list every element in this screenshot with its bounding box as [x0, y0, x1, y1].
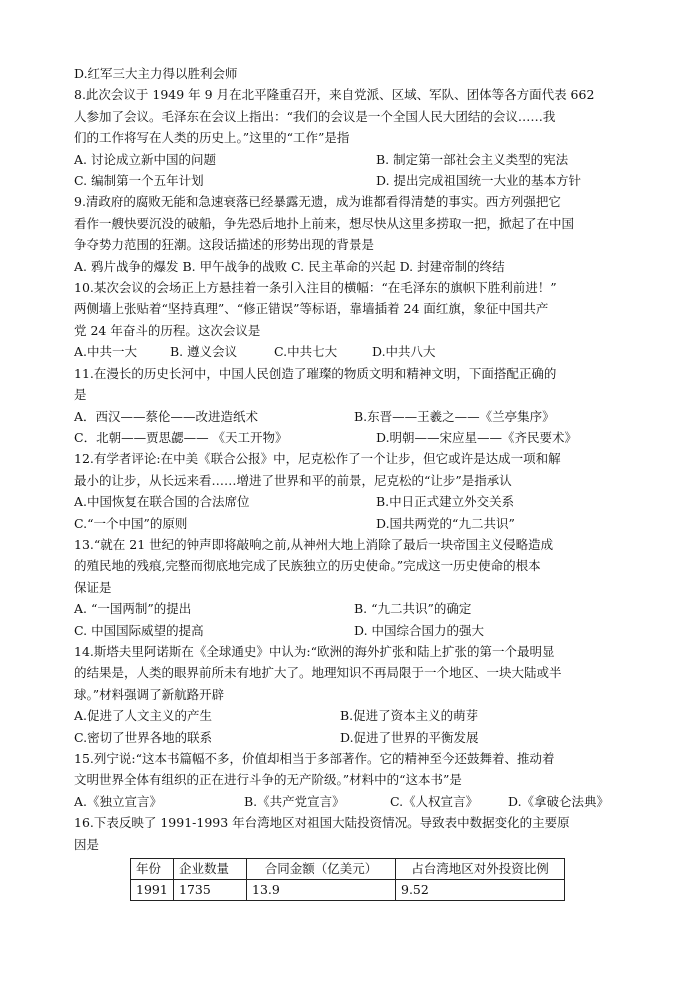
- q14-stem-line: 的结果是，人类的眼界前所未有地扩大了。地理知识不再局限于一个地区、一块大陆或半: [74, 665, 562, 681]
- q12-option-d: D.国共两党的“九二共识”: [376, 515, 515, 531]
- q8-option-a: A. 讨论成立新中国的问题: [74, 151, 216, 167]
- q11-option-b: B.东晋——王羲之——《兰亭集序》: [354, 408, 555, 424]
- q11-option-a: A．西汉——蔡伦——改进造纸术: [74, 408, 259, 424]
- table-cell: 9.52: [396, 880, 565, 901]
- q13-option-a: A. “一国两制”的提出: [74, 601, 192, 617]
- q12-option-a: A.中国恢复在联合国的合法席位: [74, 494, 250, 510]
- q10-option-b: B. 遵义会议: [170, 344, 238, 360]
- q16-stem-line: 因是: [74, 836, 100, 852]
- exam-page: [74, 63, 634, 901]
- q9-stem-line: 9.清政府的腐败无能和急速衰落已经暴露无遗，成为谁都看得清楚的事实。西方列强把它: [74, 194, 561, 210]
- q11-stem-line: 是: [74, 387, 87, 403]
- q15-option-b: B.《共产党宣言》: [244, 793, 345, 809]
- q11-stem-line: 11.在漫长的历史长河中，中国人民创造了璀璨的物质文明和精神文明，下面搭配正确的: [74, 365, 557, 381]
- q12-stem-line: 最小的让步，从长远来看……增进了世界和平的前景，尼克松的“让步”是指承认: [74, 472, 512, 488]
- q7-option-d: D.红军三大主力得以胜利会师: [74, 66, 238, 81]
- q8-option-d: D. 提出完成祖国统一大业的基本方针: [376, 173, 582, 189]
- q8-stem-line: 人参加了会议。毛泽东在会议上指出：“我们的会议是一个全国人民大团结的会议……我: [74, 108, 556, 124]
- table-row: [131, 880, 565, 901]
- q13-stem-line: 保证是: [74, 579, 112, 595]
- q13-option-d: D. 中国综合国力的强大: [354, 622, 485, 638]
- table-header-row: [131, 859, 565, 880]
- question-10: [74, 277, 634, 363]
- q14-option-c: C.密切了世界各地的联系: [74, 729, 213, 745]
- question-16: [74, 812, 634, 901]
- q12-stem-line: 12.有学者评论:在中美《联合公报》中，尼克松作了一个让步，但它或许是达成一项和解: [74, 451, 561, 467]
- question-14: [74, 641, 634, 748]
- table-header-cell: 年份: [131, 859, 174, 880]
- q15-stem-line: 文明世界全体有组织的正在进行斗争的无产阶级。”材料中的“这本书”是: [74, 772, 462, 788]
- q9-stem-line: 争夺势力范围的狂潮。这段话描述的形势出现的背景是: [74, 237, 375, 253]
- q14-stem-line: 14.斯塔夫里阿诺斯在《全球通史》中认为:“欧洲的海外扩张和陆上扩张的第一个最明显: [74, 643, 555, 659]
- q10-option-c: C.中共七大: [274, 344, 338, 360]
- q10-stem-line: 两侧墙上张贴着“坚持真理”、“修正错误”等标语，靠墙插着 24 面红旗，象征中国共产: [74, 301, 549, 317]
- q14-option-b: B.促进了资本主义的萌芽: [340, 708, 479, 724]
- q8-stem-line: 们的工作将写在人类的历史上。”这里的“工作”是指: [74, 130, 350, 146]
- question-12: [74, 448, 634, 534]
- q15-option-d: D.《拿破仑法典》: [508, 793, 610, 809]
- q15-option-c: C.《人权宣言》: [390, 793, 479, 809]
- q9-options: A. 鸦片战争的爆发 B. 甲午战争的战败 C. 民主革命的兴起 D. 封建帝制的终结: [74, 258, 505, 274]
- q11-option-d: D.明朝——宋应星——《齐民要术》: [376, 429, 578, 445]
- q13-option-b: B. “九二共识”的确定: [354, 601, 472, 617]
- q8-option-c: C. 编制第一个五年计划: [74, 173, 204, 189]
- q14-option-a: A.促进了人文主义的产生: [74, 708, 213, 724]
- q10-option-d: D.中共八大: [372, 344, 436, 360]
- q14-option-d: D.促进了世界的平衡发展: [340, 729, 479, 745]
- q12-option-b: B.中日正式建立外交关系: [376, 494, 515, 510]
- q13-option-c: C. 中国国际威望的提高: [74, 622, 204, 638]
- q9-stem-line: 看作一艘快要沉没的破船，争先恐后地扑上前来，想尽快从这里多捞取一把，掀起了在中国: [74, 215, 575, 231]
- question-13: [74, 534, 634, 641]
- q10-option-a: A.中共一大: [74, 344, 138, 360]
- q15-option-a: A.《独立宣言》: [74, 793, 163, 809]
- question-9: [74, 191, 634, 277]
- table-cell: 13.9: [247, 880, 396, 901]
- table-cell: 1991: [131, 880, 174, 901]
- q13-stem-line: 13.“就在 21 世纪的钟声即将敲响之前,从神州大地上消除了最后一块帝国主义侵略造成: [74, 536, 554, 552]
- table-header-cell: 企业数量: [174, 859, 247, 880]
- q10-stem-line: 党 24 年奋斗的历程。这次会议是: [74, 322, 261, 338]
- q8-stem-line: 8.此次会议于 1949 年 9 月在北平隆重召开，来自党派、区域、军队、团体等各方面代表 662: [74, 87, 595, 103]
- q14-stem-line: 球。”材料强调了新航路开辟: [74, 686, 225, 702]
- table-header-cell: 占台湾地区对外投资比例: [396, 859, 565, 880]
- question-11: [74, 363, 634, 449]
- question-8: [74, 84, 634, 191]
- q11-option-c: C．北朝——贾思勰—— 《天工开物》: [74, 429, 288, 445]
- q15-stem-line: 15.列宁说:“这本书篇幅不多，价值却相当于多部著作。它的精神至今还鼓舞着、推动着: [74, 751, 555, 766]
- q13-stem-line: 的殖民地的残痕,完整而彻底地完成了民族独立的历史使命。”完成这一历史使命的根本: [74, 558, 541, 574]
- q16-stem-line: 16.下表反映了 1991-1993 年台湾地区对祖国大陆投资情况。导致表中数据变化的主要原: [74, 815, 570, 831]
- question-15: [74, 748, 634, 812]
- q8-option-b: B. 制定第一部社会主义类型的宪法: [376, 151, 569, 167]
- q10-stem-line: 10.某次会议的会场正上方悬挂着一条引入注目的横幅：“在毛泽东的旗帜下胜利前进！”: [74, 280, 557, 296]
- table-cell: 1735: [174, 880, 247, 901]
- q12-option-c: C.“一个中国”的原则: [74, 515, 188, 531]
- table-header-cell: 合同金额（亿美元）: [247, 859, 396, 880]
- investment-table: [130, 858, 565, 901]
